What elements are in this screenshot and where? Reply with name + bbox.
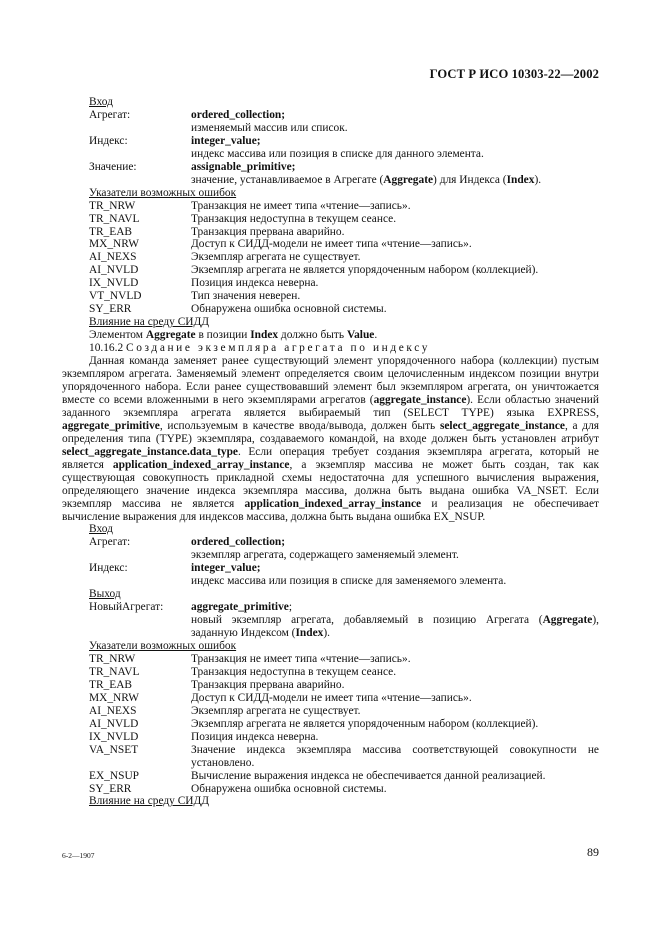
param-key: Агрегат:	[89, 108, 131, 121]
error-row	[62, 783, 599, 796]
error-row	[62, 666, 599, 679]
effect-bold: Value	[346, 329, 375, 342]
error-code: AI_NVLD	[89, 264, 139, 277]
error-code: TR_NAVL	[89, 212, 140, 225]
error-text: Транзакция прервана аварийно.	[191, 678, 345, 691]
param-row	[62, 161, 599, 174]
input-heading: Вход	[89, 523, 113, 536]
error-text: Транзакция не имеет типа «чтение—запись».	[191, 652, 411, 665]
error-text: Доступ к СИДД-модели не имеет типа «чтение—запись».	[191, 238, 472, 251]
error-row	[62, 770, 599, 783]
desc-bold: Index	[295, 627, 324, 640]
para-text: , а для определения типа (TYPE) экземпляра, создаваемого командой, на входе должен быть установлен атрибут	[62, 419, 599, 445]
param-type: aggregate_primitive	[191, 601, 289, 614]
para-text: . Если операция требует создания экземпляра агрегата, который не является	[62, 445, 599, 471]
param-type: integer_value;	[191, 562, 261, 575]
error-text: Транзакция прервана аварийно.	[191, 225, 345, 238]
para-text: и реализация не обеспечивает вычисление выражения для индексов массива, должна быть выдана ошибка EX_NSUP.	[62, 497, 599, 523]
error-code: TR_NAVL	[89, 665, 140, 678]
effect-part: Элементом	[89, 329, 146, 342]
error-code: IX_NVLD	[89, 277, 139, 290]
effect-bold: Aggregate	[145, 329, 196, 342]
error-row	[62, 277, 599, 290]
error-code: SY_ERR	[89, 303, 132, 316]
error-text: Транзакция не имеет типа «чтение—запись».	[191, 199, 411, 212]
effect-heading: Влияние на среду СИДД	[89, 316, 210, 329]
effect-part: должно быть	[278, 329, 347, 342]
effect-heading: Влияние на среду СИДД	[89, 795, 210, 808]
param-desc: экземпляр агрегата, содержащего заменяемый элемент.	[191, 549, 459, 562]
error-text: Позиция индекса неверна.	[191, 730, 319, 743]
error-code: MX_NRW	[89, 691, 139, 704]
param-key: Значение:	[89, 160, 137, 173]
error-row	[62, 251, 599, 264]
error-row	[62, 679, 599, 692]
error-text: Экземпляр агрегата не существует.	[191, 251, 361, 264]
error-code: AI_NVLD	[89, 717, 139, 730]
para-text: , используемым в качестве ввода/вывода, должен быть	[159, 419, 440, 432]
desc-text: ) для Индекса (	[433, 173, 507, 186]
error-row	[62, 290, 599, 303]
param-key: НовыйАгрегат:	[89, 601, 164, 614]
param-row	[62, 109, 599, 122]
param-type: integer_value;	[191, 134, 261, 147]
error-text: Значение индекса экземпляра массива соответствующей совокупности не установлено.	[191, 743, 599, 769]
printing-code: 6-2—1907	[62, 851, 95, 860]
error-code: MX_NRW	[89, 238, 139, 251]
desc-text: значение, устанавливаемое в Агрегате (	[191, 173, 384, 186]
error-text: Позиция индекса неверна.	[191, 277, 319, 290]
error-code: TR_NRW	[89, 652, 136, 665]
error-text: Вычисление выражения индекса не обеспечивается данной реализацией.	[191, 769, 546, 782]
error-text: Обнаружена ошибка основной системы.	[191, 303, 387, 316]
desc-bold: Aggregate	[383, 173, 434, 186]
error-row	[62, 731, 599, 744]
desc-bold: Index	[506, 173, 535, 186]
para-text: Данная команда заменяет ранее существующий элемент упорядоченного набора (коллекции) пустым экземпляром агрегата. Заменяемый элемент определяется своим целочисленным индексом позиции внутри упорядоченного набора. Если ранее существовавший элемент был экземпляром агрегата, он уничтожается вместе со всеми вложенными в него экземплярами агрегатов (	[62, 355, 599, 406]
param-desc: индекс массива или позиция в списке для данного элемента.	[191, 147, 484, 160]
param-key: Индекс:	[89, 562, 128, 575]
error-row	[62, 692, 599, 705]
error-code: SY_ERR	[89, 782, 132, 795]
para-bold: application_indexed_array_instance	[112, 458, 290, 471]
param-row	[62, 601, 599, 614]
desc-bold: Aggregate	[542, 614, 593, 627]
error-code: AI_NEXS	[89, 251, 137, 264]
para-bold: aggregate_primitive	[62, 419, 160, 432]
errors-heading: Указатели возможных ошибок	[89, 640, 237, 653]
param-desc	[62, 174, 599, 187]
desc-text: новый экземпляр агрегата, добавляемый в позицию Агрегата (	[191, 614, 543, 627]
error-text: Тип значения неверен.	[191, 290, 301, 303]
para-text: ). Если областью значений заданного экземпляра агрегата является выбираемый тип (SELECT TYPE) языка EXPRESS,	[62, 393, 599, 419]
param-type-suffix: ;	[288, 601, 293, 614]
error-row	[62, 264, 599, 277]
section-number: 10.16.2	[89, 342, 124, 355]
error-row	[62, 744, 599, 770]
error-text: Транзакция недоступна в текущем сеансе.	[191, 212, 397, 225]
para-text: , а экземпляр массива не может быть создан, так как существующая совокупность прикладной схемы недостаточна для успешного вычисления выражения, определяющего значение индекса экземпляра массива, должна быть выдана ошибка VA_NSET. Если экземпляр массива не является	[62, 458, 599, 510]
body-paragraph	[62, 355, 599, 523]
effect-part: в позиции	[195, 329, 251, 342]
param-key: Агрегат:	[89, 536, 131, 549]
effect-part: .	[374, 329, 378, 342]
input-heading: Вход	[89, 96, 113, 108]
page-header: ГОСТ Р ИСО 10303-22—2002	[429, 67, 599, 81]
para-bold: select_aggregate_instance.data_type	[62, 445, 238, 458]
error-row	[62, 303, 599, 316]
section-title: Создание экземпляра агрегата по индексу	[126, 342, 431, 355]
error-row	[62, 718, 599, 731]
desc-text: ).	[323, 627, 330, 640]
param-desc	[62, 614, 599, 640]
section-heading	[62, 342, 599, 355]
param-row	[62, 135, 599, 148]
param-row	[62, 562, 599, 575]
error-text: Доступ к СИДД-модели не имеет типа «чтение—запись».	[191, 691, 472, 704]
error-row	[62, 226, 599, 239]
error-code: TR_NRW	[89, 199, 136, 212]
error-row	[62, 705, 599, 718]
error-text: Обнаружена ошибка основной системы.	[191, 782, 387, 795]
output-heading: Выход	[89, 588, 121, 601]
error-code: AI_NEXS	[89, 704, 137, 717]
page-content	[62, 96, 599, 808]
page-number: 89	[587, 845, 599, 859]
param-row	[62, 536, 599, 549]
param-type: ordered_collection;	[191, 108, 286, 121]
error-code: IX_NVLD	[89, 730, 139, 743]
param-type: ordered_collection;	[191, 536, 286, 549]
para-bold: aggregate_instance	[373, 393, 467, 406]
error-row	[62, 213, 599, 226]
effect-text	[62, 329, 599, 342]
error-code: TR_EAB	[89, 225, 133, 238]
error-code: VA_NSET	[89, 743, 139, 756]
error-code: EX_NSUP	[89, 769, 140, 782]
error-row	[62, 238, 599, 251]
para-bold: application_indexed_array_instance	[244, 497, 422, 510]
error-code: VT_NVLD	[89, 290, 142, 303]
param-type: assignable_primitive;	[191, 160, 296, 173]
param-desc: индекс массива или позиция в списке для заменяемого элемента.	[191, 575, 507, 588]
error-text: Экземпляр агрегата не является упорядоченным набором (коллекцией).	[191, 717, 539, 730]
desc-text: ).	[534, 173, 542, 186]
param-key: Индекс:	[89, 134, 128, 147]
errors-heading: Указатели возможных ошибок	[89, 186, 237, 199]
error-row	[62, 200, 599, 213]
error-text: Экземпляр агрегата не существует.	[191, 704, 361, 717]
error-text: Экземпляр агрегата не является упорядоченным набором (коллекцией).	[191, 264, 539, 277]
desc-text: ), заданную Индексом (	[191, 614, 599, 640]
param-desc: изменяемый массив или список.	[191, 121, 348, 134]
error-row	[62, 653, 599, 666]
param-type-line	[191, 601, 599, 614]
error-code: TR_EAB	[89, 678, 133, 691]
error-text: Транзакция недоступна в текущем сеансе.	[191, 665, 397, 678]
effect-bold: Index	[250, 329, 279, 342]
para-bold: select_aggregate_instance	[439, 419, 565, 432]
